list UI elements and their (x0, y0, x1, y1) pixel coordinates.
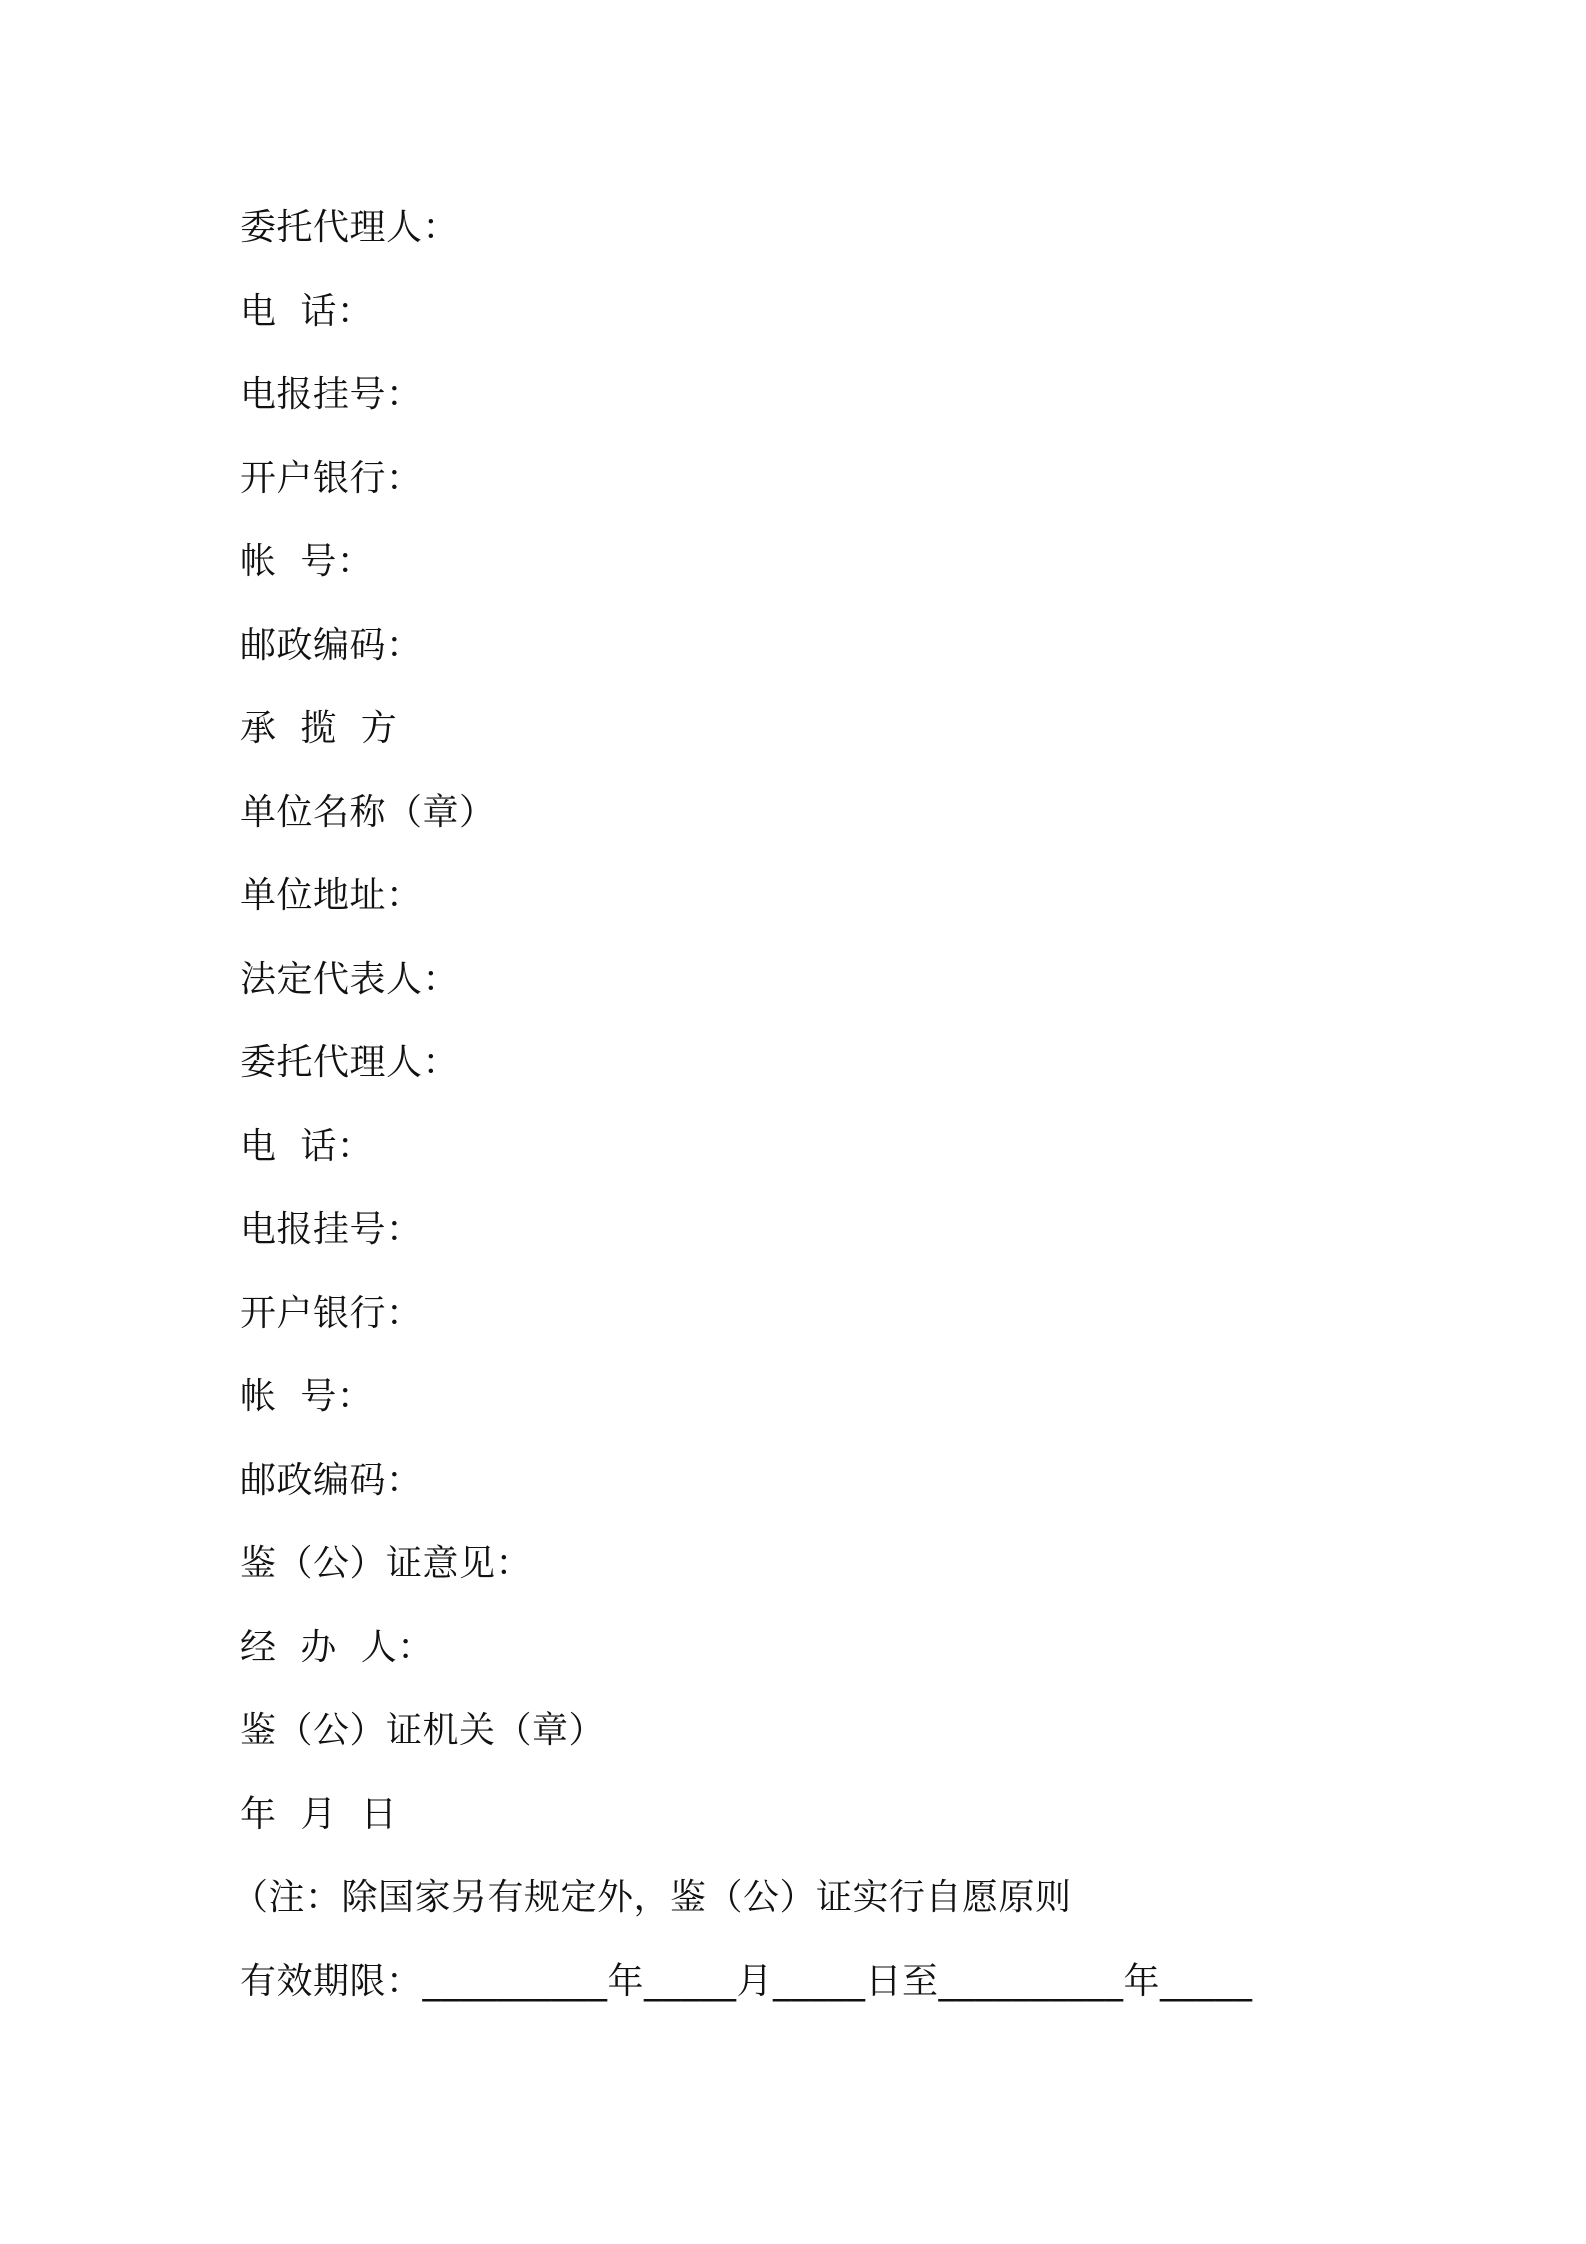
note-text: （注：除国家另有规定外，鉴（公）证实行自愿原则 (232, 1877, 1072, 1918)
field-postal-code: 邮政编码： (240, 624, 423, 666)
field-handler: 经 办 人： (240, 1626, 434, 1668)
section-contractor-heading: 承 揽 方 (240, 708, 398, 749)
field-unit-address: 单位地址： (240, 875, 423, 916)
field-telegraph-code: 电报挂号： (240, 374, 423, 415)
field-phone-2: 电 话： (240, 1125, 374, 1167)
field-bank-2: 开户银行： (240, 1292, 423, 1334)
field-bank: 开户银行： (240, 457, 423, 499)
field-date: 年 月 日 (240, 1793, 398, 1835)
field-unit-name: 单位名称（章） (240, 791, 496, 833)
field-entrusted-agent-2: 委托代理人： (240, 1042, 460, 1083)
field-notarization-authority: 鉴（公）证机关（章） (240, 1710, 606, 1751)
field-validity-period: 有效期限：__________年_____月_____日至__________年_____ (240, 1960, 1253, 2002)
document-body (232, 198, 1440, 2035)
field-phone: 电 话： (240, 290, 374, 332)
field-legal-representative: 法定代表人： (240, 958, 460, 1000)
field-telegraph-code-2: 电报挂号： (240, 1209, 423, 1250)
field-postal-code-2: 邮政编码： (240, 1459, 423, 1501)
field-account-number-2: 帐 号： (240, 1376, 374, 1417)
field-notarization-opinion: 鉴（公）证意见： (240, 1543, 533, 1584)
field-entrusted-agent: 委托代理人： (240, 207, 460, 248)
field-account-number: 帐 号： (240, 541, 374, 582)
